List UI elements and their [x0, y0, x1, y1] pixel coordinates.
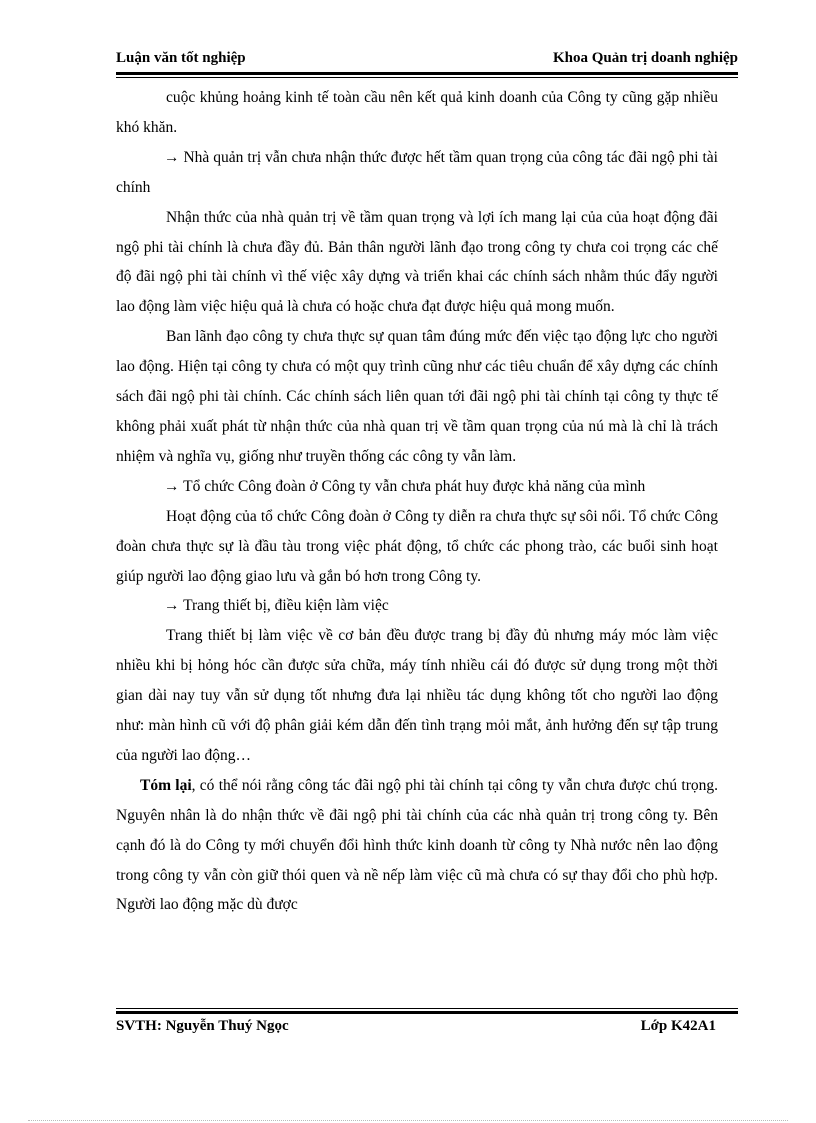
paragraph-union-detail: Hoạt động của tổ chức Công đoàn ở Công ty diễn ra chưa thực sự sôi nổi. Tổ chức Công đoàn chưa thực sự là đầu tàu trong việc phát động, tổ chức các phong trào, các buổi sinh hoạt giúp người lao động giao lưu và gắn bó hơn trong Công ty.: [116, 507, 718, 585]
paragraph-continuation: cuộc khủng hoảng kinh tế toàn cầu nên kết quả kinh doanh của Công ty cũng gặp nhiều khó khăn.: [116, 89, 718, 136]
page-footer: [116, 1018, 716, 1038]
paragraph-point-equipment: → Trang thiết bị, điều kiện làm việc: [164, 597, 389, 615]
page-edge-divider: [28, 1120, 788, 1121]
page-header: [116, 50, 738, 70]
footer-rule-thick: [116, 1011, 738, 1014]
footer-student: SVTH: Nguyễn Thuý Ngọc: [116, 1018, 289, 1034]
footer-class: Lớp K42A1: [640, 1018, 716, 1034]
summary-text: , có thể nói rằng công tác đãi ngộ phi tài chính tại công ty vẫn chưa được chú trọng. Nguyên nhân là do nhận thức về đãi ngộ phi tài chính của các nhà quản trị trong công ty. Bên cạnh đó là do Công ty mới chuyển đổi hình thức kinh doanh từ công ty Nhà nước nên lao động trong công ty vẫn còn giữ thói quen và nề nếp làm việc cũ mà chưa có sự thay đổi cho phù hợp. Người lao động mặc dù được: [116, 776, 718, 914]
body-text: [116, 83, 718, 920]
paragraph-awareness-detail: Nhận thức của nhà quản trị về tầm quan trọng và lợi ích mang lại của của hoạt động đãi ngộ phi tài chính là chưa đầy đủ. Bản thân người lãnh đạo trong công ty chưa coi trọng các chế độ đãi ngộ phi tài chính vì thế việc xây dựng và triển khai các chính sách nhằm thúc đẩy người lao động làm việc hiệu quả là chưa có hoặc chưa đạt được hiệu quả mong muốn.: [116, 208, 718, 316]
header-faculty: Khoa Quản trị doanh nghiệp: [552, 50, 738, 66]
paragraph-leadership: Ban lãnh đạo công ty chưa thực sự quan tâm đúng mức đến việc tạo động lực cho người lao động. Hiện tại công ty chưa có một quy trình cũng như các tiêu chuẩn để xây dựng các chính sách đãi ngộ phi tài chính. Các chính sách liên quan tới đãi ngộ phi tài chính tại công ty thực tế không phải xuất phát từ nhận thức của nhà quan trị về tầm quan trọng của nú mà là chỉ là trách nhiệm và nghĩa vụ, giống như truyền thống các công ty vẫn làm.: [116, 328, 718, 465]
header-thesis-title: Luận văn tốt nghiệp: [116, 50, 246, 66]
summary-lead: Tóm lại: [140, 776, 192, 794]
header-rule-thick: [116, 72, 738, 75]
paragraph-point-union: → Tổ chức Công đoàn ở Công ty vẫn chưa phát huy được khả năng của mình: [164, 477, 646, 495]
header-rule-thin: [116, 77, 738, 78]
paragraph-summary: [116, 771, 718, 921]
paragraph-equipment-detail: Trang thiết bị làm việc về cơ bản đều được trang bị đầy đủ nhưng máy móc làm việc nhiều khi bị hỏng hóc cần được sửa chữa, máy tính nhiều cái đó được sử dụng trong một thời gian dài nay tuy vẫn sử dụng tốt nhưng đưa lại nhiều tác dụng không tốt cho người lao động như: màn hình cũ với độ phân giải kém dẫn đến tình trạng mỏi mắt, ảnh hưởng đến sự tập trung của người lao động…: [116, 627, 718, 764]
footer-rule-thin: [116, 1008, 738, 1009]
paragraph-point-awareness: → Nhà quản trị vẫn chưa nhận thức được hết tầm quan trọng của công tác đãi ngộ phi tài chính: [116, 148, 718, 196]
